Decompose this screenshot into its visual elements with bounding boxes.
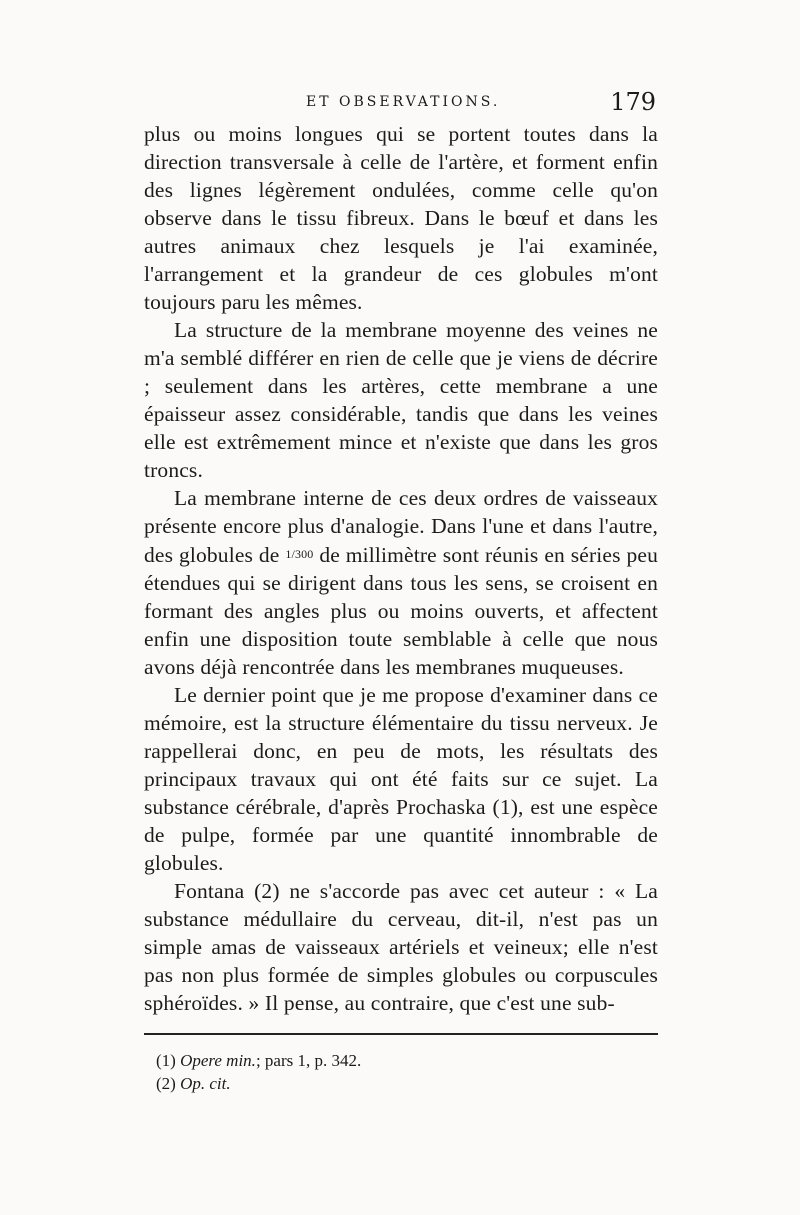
paragraph-nervous-tissue: Le dernier point que je me propose d'examiner dans ce mémoire, est la structure élémentaire du tissu nerveux. Je rappellerai donc, en peu de mots, les résultats des principaux travaux qui ont été faits sur ce sujet. La substance cérébrale, d'après Prochaska (1), est une espèce de pulpe, formée par une quantité innombrable de globules.: [144, 683, 658, 875]
footnote-work: Op. cit.: [180, 1074, 231, 1093]
footnote-work: Opere min.: [180, 1051, 256, 1070]
footnote-2: [156, 1072, 658, 1095]
paragraph-internal-membrane: [144, 484, 658, 681]
footnote-marker: (2): [156, 1074, 176, 1093]
footnote-marker: (1): [156, 1051, 176, 1070]
paragraph-text-start: La membrane interne de ces deux ordres de vaisseaux présente encore plus d'analogie. Dans l'une et dans l'autre, des globules de: [144, 486, 658, 567]
page-number: 179: [610, 88, 656, 116]
paragraph-continued: plus ou moins longues qui se portent toutes dans la direction transversale à celle de l'artère, et forment enfin des lignes légèrement ondulées, comme celle qu'on observe dans le tissu fibreux. Dans le bœuf et dans les autres animaux chez lesquels je l'ai examinée, l'arrangement et la grandeur de ces globules m'ont toujours paru les mêmes.: [144, 122, 658, 314]
fraction-value: 1/300: [285, 547, 314, 561]
footnotes: [144, 1049, 658, 1095]
body-text: [144, 120, 658, 1017]
book-page: [144, 88, 658, 1095]
paragraph-text-end: de millimètre sont réunis en séries peu étendues qui se dirigent dans tous les sens, se croisent en formant des angles plus ou moins ouverts, et affectent enfin une disposition toute semblable à celle que nous avons déjà rencontrée dans les membranes muqueuses.: [144, 543, 658, 679]
footnote-1: [156, 1049, 658, 1072]
footnote-rest: ; pars 1, p. 342.: [255, 1051, 362, 1070]
running-head: [144, 88, 658, 120]
paragraph-veins-structure: La structure de la membrane moyenne des veines ne m'a semblé différer en rien de celle que je viens de décrire ; seulement dans les artères, cette membrane a une épaisseur assez considérable, tandis que dans les veines elle est extrêmement mince et n'existe que dans les gros troncs.: [144, 318, 658, 482]
footnote-divider: [144, 1033, 658, 1035]
running-title: ET OBSERVATIONS.: [306, 94, 501, 110]
paragraph-fontana: Fontana (2) ne s'accorde pas avec cet auteur : « La substance médullaire du cerveau, dit-il, n'est pas un simple amas de vaisseaux artériels et veineux; elle n'est pas non plus formée de simples globules ou corpuscules sphéroïdes. » Il pense, au contraire, que c'est une sub-: [144, 879, 658, 1015]
